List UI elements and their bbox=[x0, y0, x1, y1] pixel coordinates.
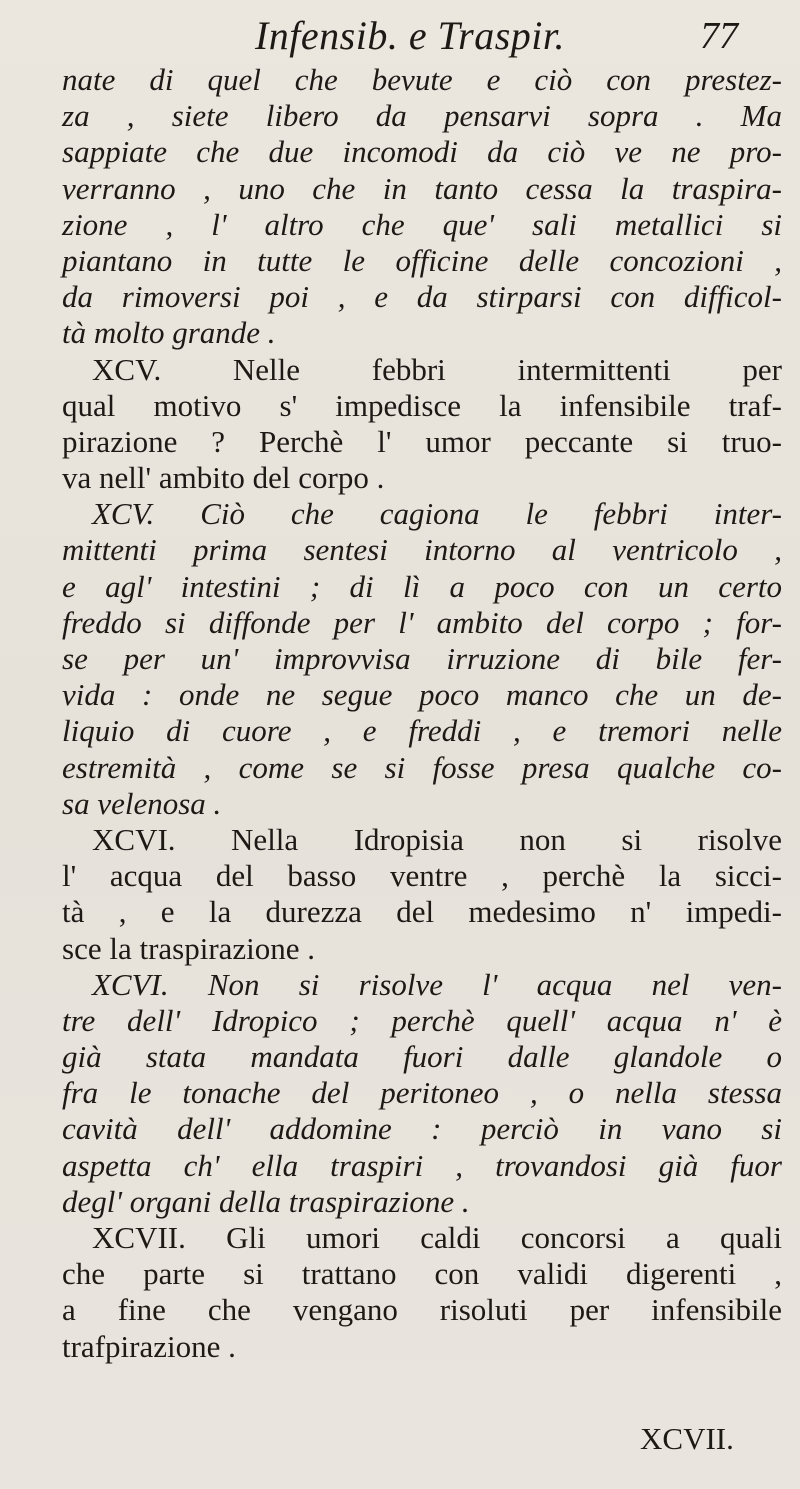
text-line: aspetta ch' ella traspiri , trovandosi già fuor bbox=[62, 1147, 782, 1183]
text-line: va nell' ambito del corpo . bbox=[62, 460, 385, 496]
text-line: qual motivo s' impedisce la infensibile traf- bbox=[62, 387, 782, 423]
text-line: degl' organi della traspirazione . bbox=[62, 1183, 470, 1219]
text-line: nate di quel che bevute e ciò con prestez- bbox=[62, 62, 782, 97]
page-header bbox=[0, 10, 800, 62]
text-line: da rimoversi poi , e da stirparsi con difficol- bbox=[62, 279, 782, 315]
catchword: XCVII. bbox=[640, 1421, 734, 1456]
text-line: tà molto grande . bbox=[62, 315, 276, 351]
text-line: estremità , come se si fosse presa qualche co- bbox=[62, 749, 782, 785]
text-line: sce la traspirazione . bbox=[62, 930, 316, 966]
text-line: a fine che vengano risoluti per infensibile bbox=[62, 1292, 782, 1328]
text-line: liquio di cuore , e freddi , e tremori nelle bbox=[62, 713, 782, 749]
text-line: trafpirazione . bbox=[62, 1328, 236, 1364]
question-heading: XCV. Nelle febbri intermittenti per bbox=[92, 351, 782, 387]
question-heading: XCVI. Nella Idropisia non si risolve bbox=[92, 821, 782, 857]
text-line: verranno , uno che in tanto cessa la traspira- bbox=[62, 170, 782, 206]
text-line: e agl' intestini ; di lì a poco con un certo bbox=[62, 568, 782, 604]
page-number: 77 bbox=[700, 15, 738, 57]
text-line: sappiate che due incomodi da ciò ve ne pro- bbox=[62, 134, 782, 170]
text-line: freddo si diffonde per l' ambito del corpo ; for- bbox=[62, 604, 782, 640]
text-line: l' acqua del basso ventre , perchè la sicci- bbox=[62, 858, 782, 894]
text-line: già stata mandata fuori dalle glandole o bbox=[62, 1039, 782, 1075]
answer-heading: XCVI. Non si risolve l' acqua nel ven- bbox=[92, 966, 782, 1002]
text-line: piantano in tutte le officine delle concozioni , bbox=[62, 242, 782, 278]
text-line: pirazione ? Perchè l' umor peccante si truo- bbox=[62, 423, 782, 459]
running-title: Infensib. e Traspir. bbox=[254, 13, 566, 58]
text-line: se per un' improvvisa irruzione di bile fer- bbox=[62, 641, 782, 676]
text-line: tà , e la durezza del medesimo n' impedi- bbox=[62, 894, 782, 930]
answer-heading: XCV. Ciò che cagiona le febbri inter- bbox=[92, 496, 782, 532]
text-line: vida : onde ne segue poco manco che un de- bbox=[62, 677, 782, 713]
text-line: zione , l' altro che que' sali metallici si bbox=[62, 206, 782, 242]
body-text bbox=[62, 62, 782, 1365]
text-line: che parte si trattano con validi digerenti , bbox=[62, 1256, 782, 1292]
text-line: za , siete libero da pensarvi sopra . Ma bbox=[62, 98, 782, 134]
text-line: fra le tonache del peritoneo , o nella stessa bbox=[62, 1075, 782, 1111]
text-line: tre dell' Idropico ; perchè quell' acqua n' è bbox=[62, 1002, 782, 1038]
text-line: sa velenosa . bbox=[62, 785, 222, 821]
text-line: cavità dell' addomine : perciò in vano si bbox=[62, 1111, 782, 1147]
text-line: mittenti prima sentesi intorno al ventricolo , bbox=[62, 532, 782, 568]
question-heading: XCVII. Gli umori caldi concorsi a quali bbox=[92, 1220, 782, 1255]
